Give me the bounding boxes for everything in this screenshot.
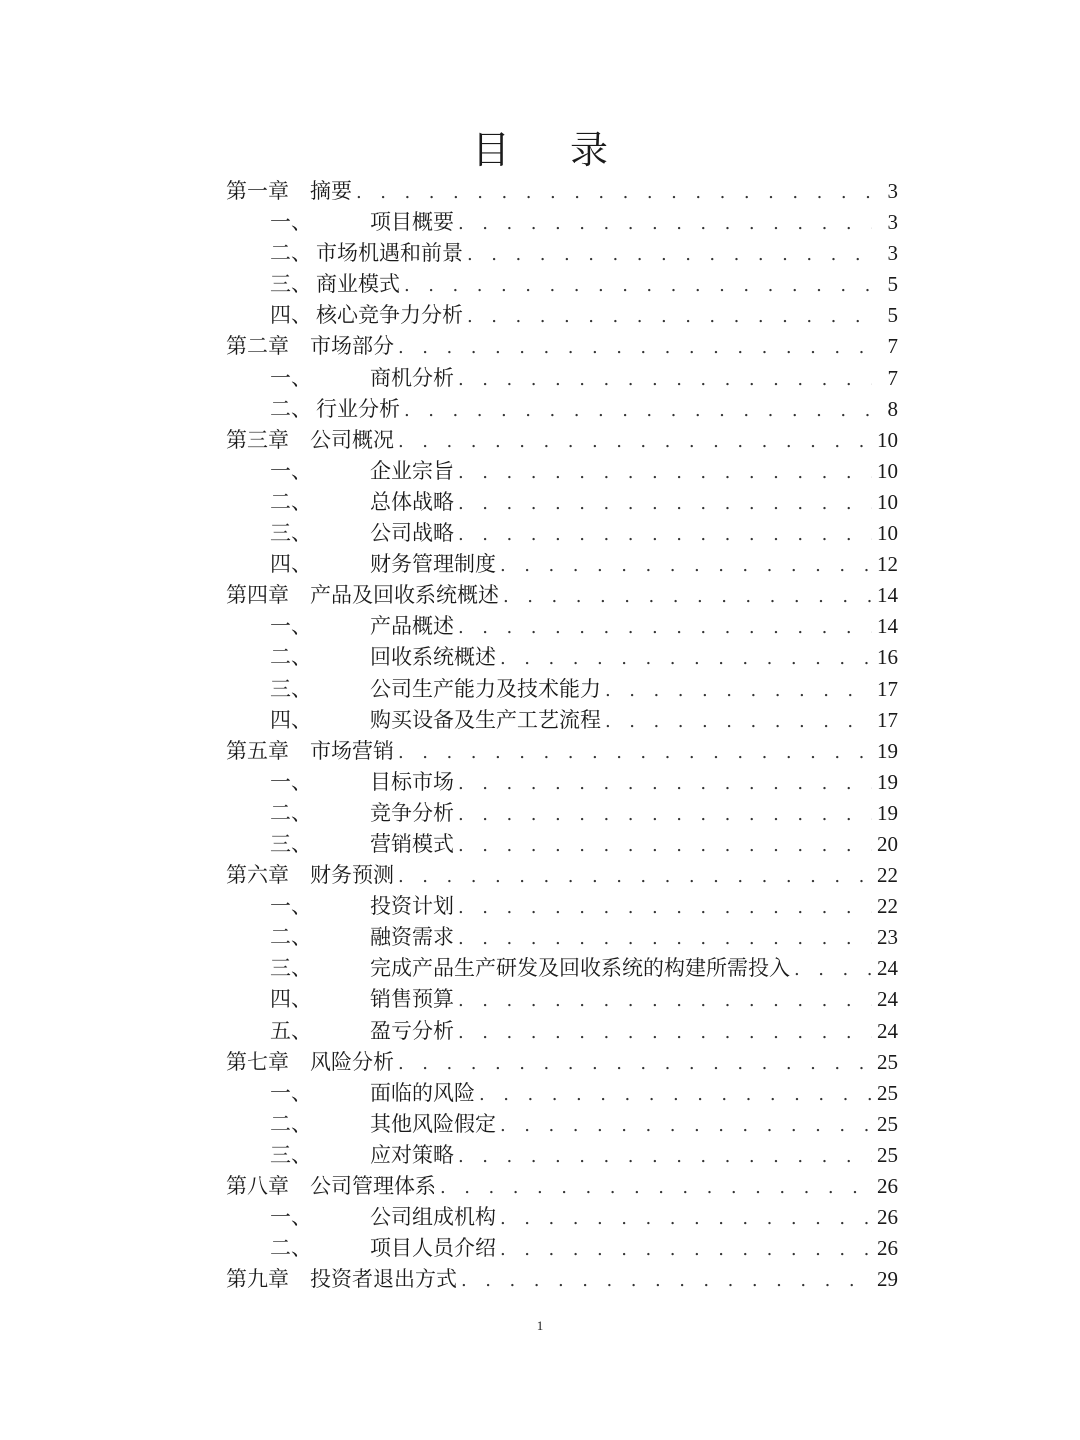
toc-chapter-entry[interactable]: [226, 1047, 898, 1078]
toc-dot-leader: [500, 1234, 872, 1265]
toc-entry-title: 产品概述: [370, 614, 454, 639]
toc-entry-title: 公司管理体系: [310, 1174, 436, 1198]
toc-dot-leader: [458, 985, 872, 1016]
toc-entry-title: 市场机遇和前景: [316, 241, 463, 266]
toc-entry-number: 一、: [270, 769, 312, 794]
toc-dot-leader: [500, 1203, 872, 1234]
toc-page-number: 10: [877, 521, 898, 546]
toc-entry-number: 二、: [270, 925, 312, 950]
toc-page-number: 10: [877, 427, 898, 452]
toc-entry-title: 财务管理制度: [370, 552, 496, 577]
toc-section-entry[interactable]: [226, 1016, 898, 1047]
toc-dot-leader: [404, 395, 872, 426]
toc-dot-leader: [398, 1048, 872, 1079]
toc-page-number: 20: [877, 831, 898, 856]
toc-section-entry[interactable]: [226, 642, 898, 673]
toc-entry-number: 第七章: [226, 1049, 289, 1074]
toc-dot-leader: [458, 612, 872, 643]
toc-dot-leader: [467, 301, 872, 332]
toc-entry-number: 二、: [270, 241, 312, 266]
toc-entry-title: 面临的风险: [370, 1080, 475, 1105]
toc-entry-number: 三、: [270, 521, 312, 546]
toc-entry-number: 二、: [270, 1236, 312, 1261]
toc-dot-leader: [461, 1265, 872, 1296]
toc-entry-number: 第五章: [226, 738, 289, 763]
toc-section-entry[interactable]: [226, 767, 898, 798]
toc-dot-leader: [458, 830, 872, 861]
toc-entry-title: 应对策略: [370, 1142, 454, 1167]
toc-page-number: 10: [877, 489, 898, 514]
toc-page-number: 24: [877, 987, 898, 1012]
toc-entry-number: 第四章: [226, 583, 289, 608]
toc-entry-title: 产品及回收系统概述: [310, 583, 499, 608]
toc-page-number: 24: [877, 1018, 898, 1043]
toc-entry-number: 三、: [270, 956, 312, 981]
toc-entry-title: 总体战略: [370, 489, 454, 514]
toc-page-number: 16: [877, 645, 898, 670]
table-of-contents: [226, 176, 898, 1295]
toc-entry-title: 市场部分: [310, 334, 394, 359]
toc-dot-leader: [605, 675, 872, 706]
toc-dot-leader: [503, 581, 872, 612]
toc-dot-leader: [398, 737, 872, 768]
toc-entry-number: 四、: [270, 303, 312, 328]
toc-dot-leader: [356, 177, 872, 208]
toc-entry-title: 公司概况: [310, 427, 394, 452]
toc-page-number: 23: [877, 925, 898, 950]
toc-page-number: 8: [887, 396, 898, 421]
toc-entry-title: 营销模式: [370, 831, 454, 856]
page-title: 目 录: [471, 128, 633, 172]
toc-page-number: 17: [877, 676, 898, 701]
toc-page-number: 7: [887, 365, 898, 390]
toc-section-entry[interactable]: [226, 1140, 898, 1171]
toc-dot-leader: [458, 1017, 872, 1048]
toc-section-entry[interactable]: [226, 1202, 898, 1233]
toc-dot-leader: [458, 364, 872, 395]
toc-entry-title: 公司战略: [370, 521, 454, 546]
toc-entry-number: 二、: [270, 489, 312, 514]
toc-dot-leader: [458, 457, 872, 488]
toc-entry-number: 第三章: [226, 427, 289, 452]
toc-chapter-entry[interactable]: [226, 1264, 898, 1295]
toc-entry-title: 商机分析: [370, 365, 454, 390]
toc-section-entry[interactable]: [226, 829, 898, 860]
toc-entry-number: 二、: [270, 396, 312, 421]
toc-entry-title: 竞争分析: [370, 800, 454, 825]
toc-page-number: 29: [877, 1267, 898, 1292]
toc-chapter-entry[interactable]: [226, 1171, 898, 1202]
toc-entry-title: 摘要: [310, 179, 352, 203]
toc-chapter-entry[interactable]: [226, 425, 898, 456]
toc-dot-leader: [500, 643, 872, 674]
toc-entry-number: 三、: [270, 676, 312, 701]
toc-section-entry[interactable]: [226, 953, 898, 984]
toc-entry-title: 投资计划: [370, 894, 454, 919]
toc-page-number: 12: [877, 552, 898, 577]
toc-entry-title: 企业宗旨: [370, 458, 454, 483]
toc-entry-number: 第六章: [226, 863, 289, 888]
toc-entry-number: 第九章: [226, 1267, 289, 1292]
toc-entry-number: 二、: [270, 800, 312, 825]
toc-dot-leader: [605, 706, 872, 737]
toc-page-number: 14: [877, 614, 898, 639]
toc-entry-title: 融资需求: [370, 925, 454, 950]
toc-dot-leader: [458, 208, 872, 239]
toc-entry-number: 五、: [270, 1018, 312, 1043]
toc-section-entry[interactable]: [226, 487, 898, 518]
toc-page-number: 17: [877, 707, 898, 732]
toc-section-entry[interactable]: [226, 518, 898, 549]
toc-entry-number: 第二章: [226, 334, 289, 359]
toc-dot-leader: [458, 1141, 872, 1172]
toc-entry-number: 一、: [270, 614, 312, 639]
toc-entry-title: 核心竞争力分析: [316, 303, 463, 328]
toc-entry-title: 目标市场: [370, 769, 454, 794]
toc-chapter-entry[interactable]: [226, 860, 898, 891]
toc-entry-title: 购买设备及生产工艺流程: [370, 707, 601, 732]
toc-entry-number: 四、: [270, 707, 312, 732]
toc-page-number: 7: [887, 334, 898, 359]
toc-entry-title: 其他风险假定: [370, 1111, 496, 1136]
toc-dot-leader: [404, 270, 872, 301]
toc-entry-title: 公司生产能力及技术能力: [370, 676, 601, 701]
toc-section-entry[interactable]: [226, 363, 898, 394]
toc-section-entry[interactable]: [226, 1078, 898, 1109]
toc-page-number: 10: [877, 458, 898, 483]
toc-entry-title: 风险分析: [310, 1049, 394, 1074]
toc-dot-leader: [500, 1110, 872, 1141]
toc-section-entry[interactable]: [226, 456, 898, 487]
toc-entry-number: 一、: [270, 894, 312, 919]
toc-section-entry[interactable]: [226, 207, 898, 238]
toc-dot-leader: [458, 519, 872, 550]
toc-page-number: 3: [887, 210, 898, 235]
toc-entry-number: 二、: [270, 1111, 312, 1136]
toc-page-number: 26: [877, 1174, 898, 1198]
toc-section-entry[interactable]: [226, 891, 898, 922]
toc-dot-leader: [398, 332, 872, 363]
toc-entry-number: 三、: [270, 272, 312, 297]
toc-page-number: 3: [887, 241, 898, 266]
toc-dot-leader: [398, 861, 872, 892]
toc-page-number: 25: [877, 1111, 898, 1136]
toc-page-number: 14: [877, 583, 898, 608]
toc-page-number: 26: [877, 1205, 898, 1230]
toc-page-number: 22: [877, 863, 898, 888]
toc-dot-leader: [458, 892, 872, 923]
toc-dot-leader: [458, 799, 872, 830]
toc-entry-title: 销售预算: [370, 987, 454, 1012]
toc-section-entry[interactable]: [226, 394, 898, 425]
toc-entry-number: 一、: [270, 1205, 312, 1230]
toc-section-entry[interactable]: [226, 238, 898, 269]
toc-entry-number: 三、: [270, 1142, 312, 1167]
toc-section-entry[interactable]: [226, 798, 898, 829]
toc-page-number: 22: [877, 894, 898, 919]
toc-entry-number: 四、: [270, 987, 312, 1012]
toc-entry-title: 回收系统概述: [370, 645, 496, 670]
toc-entry-title: 市场营销: [310, 738, 394, 763]
toc-chapter-entry[interactable]: [226, 331, 898, 362]
toc-entry-title: 完成产品生产研发及回收系统的构建所需投入: [370, 956, 790, 981]
toc-entry-number: 一、: [270, 210, 312, 235]
footer-page-number: 1: [536, 1318, 544, 1333]
toc-entry-number: 第八章: [226, 1174, 289, 1198]
toc-entry-title: 项目人员介绍: [370, 1236, 496, 1261]
toc-entry-number: 第一章: [226, 179, 289, 203]
toc-section-entry[interactable]: [226, 611, 898, 642]
toc-dot-leader: [479, 1079, 872, 1110]
toc-dot-leader: [440, 1172, 872, 1203]
toc-page-number: 25: [877, 1049, 898, 1074]
toc-page-number: 25: [877, 1080, 898, 1105]
toc-section-entry[interactable]: [226, 922, 898, 953]
toc-section-entry[interactable]: [226, 1233, 898, 1264]
toc-page-number: 5: [887, 303, 898, 328]
toc-dot-leader: [458, 488, 872, 519]
toc-entry-title: 项目概要: [370, 210, 454, 235]
toc-page-number: 25: [877, 1142, 898, 1167]
toc-entry-number: 一、: [270, 1080, 312, 1105]
toc-section-entry[interactable]: [226, 300, 898, 331]
toc-dot-leader: [398, 426, 872, 457]
toc-section-entry[interactable]: [226, 674, 898, 705]
toc-dot-leader: [458, 768, 872, 799]
toc-entry-number: 三、: [270, 831, 312, 856]
toc-dot-leader: [794, 954, 872, 985]
toc-entry-title: 盈亏分析: [370, 1018, 454, 1043]
toc-chapter-entry[interactable]: [226, 736, 898, 767]
toc-section-entry[interactable]: [226, 705, 898, 736]
toc-dot-leader: [467, 239, 872, 270]
toc-entry-title: 投资者退出方式: [310, 1267, 457, 1292]
toc-chapter-entry[interactable]: [226, 580, 898, 611]
toc-section-entry[interactable]: [226, 984, 898, 1015]
toc-section-entry[interactable]: [226, 1109, 898, 1140]
toc-entry-number: 二、: [270, 645, 312, 670]
toc-entry-title: 商业模式: [316, 272, 400, 297]
toc-page-number: 5: [887, 272, 898, 297]
toc-page-number: 24: [877, 956, 898, 981]
toc-entry-number: 一、: [270, 365, 312, 390]
toc-page-number: 3: [887, 179, 898, 203]
toc-page-number: 19: [877, 738, 898, 763]
toc-entry-title: 公司组成机构: [370, 1205, 496, 1230]
toc-entry-number: 四、: [270, 552, 312, 577]
toc-dot-leader: [458, 923, 872, 954]
toc-section-entry[interactable]: [226, 549, 898, 580]
toc-chapter-entry[interactable]: [226, 176, 898, 207]
toc-entry-title: 财务预测: [310, 863, 394, 888]
toc-entry-number: 一、: [270, 458, 312, 483]
toc-page-number: 26: [877, 1236, 898, 1261]
toc-dot-leader: [500, 550, 872, 581]
toc-section-entry[interactable]: [226, 269, 898, 300]
toc-page-number: 19: [877, 769, 898, 794]
toc-entry-title: 行业分析: [316, 396, 400, 421]
toc-page-number: 19: [877, 800, 898, 825]
